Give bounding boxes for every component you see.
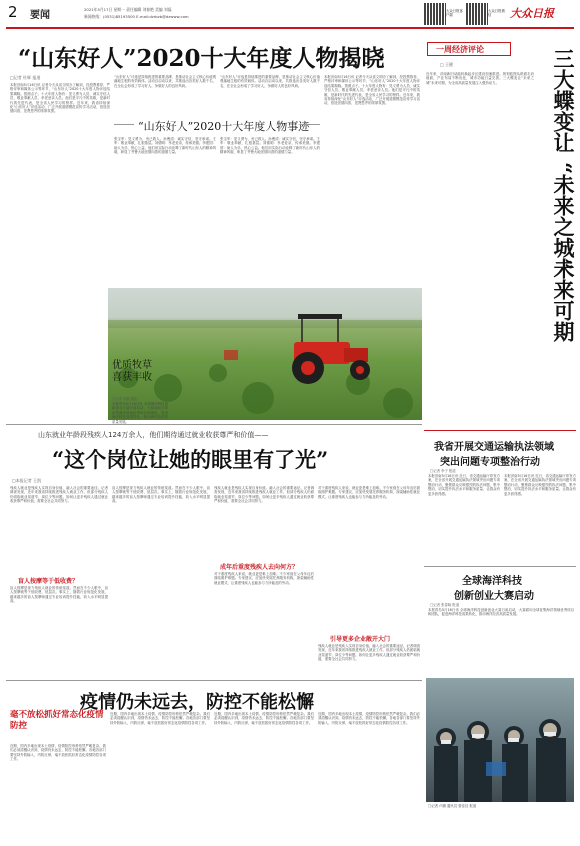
news-text: 本报济南5月16日讯 近日，省交通运输厅印发方案，在全省开展交通运输执法领域突出问题专项整治行动，聚焦群众反映强烈的执法问题，集中整治，切实提升执法水平和服务质量，让群众有更多获得感。 — [504, 474, 576, 496]
center-text: 残疾人就业是残疾人实现自身价值、融入社会的重要途径。记者调查发现，近年来我省持续推进残疾人就业工作，但部分残疾人仍面临就业渠道窄、岗位少等问题。如何让更多残疾人通过就业收获尊严和价值，需要全社会共同努力。 — [214, 486, 314, 504]
qr-code-icon — [424, 3, 446, 25]
bottom-text: 近期，国内多地出现本土疫情，疫情防控形势依然严峻复杂。我们必须清醒认识到，疫情仍未远去，防控不能松懈。各地各部门要坚持外防输入、内防反弹，毫不放松抓好常态化疫情防控各项工作。 — [318, 712, 420, 725]
date-line: 2021年5月17日 星期一 责任编辑 刘春艳 美编 刘磊 — [84, 7, 172, 12]
center-text: 对于重度残疾人来说，就业更是难上加难。不少家庭在父母年迈后面临照护难题。专家建议，应加快发展托养服务机构，探索辅助性就业模式，让重度残疾人也能参与力所能及的劳动。 — [214, 572, 314, 585]
tractor-photo — [108, 288, 422, 424]
news-headline: 创新创业大赛启动 — [454, 591, 534, 602]
news-byline: □记者 张春晓 报道 — [430, 603, 460, 607]
article-text: 张宝军：见义勇为，舍己救人。孙俊清：诚实守信，坚守承诺。王军：敬业奉献，扎根基层。刘德明：孝老爱亲，传承美德。李建国：助人为乐，热心公益。他们用实际行动诠释了新时代山东人的精神风貌，彰显了齐鲁大地崇德向善的道德力量。 — [220, 137, 320, 155]
article-text: “山东好人”评选是持续推进的重要品牌，是推动社会主义核心价值观落地生根的有效载体。活动自启动以来，共推选出各类好人数千名，在全社会形成了学习好人、争做好人的良好风尚。 — [114, 75, 216, 88]
sub-headline: “山东好人”2020十大年度人物事迹 — [138, 120, 310, 133]
news-headline: 突出问题专项整治行动 — [440, 457, 540, 468]
masthead — [0, 0, 580, 28]
bottom-text: 近期，国内多地出现本土疫情，疫情防控形势依然严峻复杂。我们必须清醒认识到，疫情仍未远去，防控不能松懈。各地各部门要坚持外防输入、内防反弹，毫不放松抓好常态化疫情防控各项工作。 — [214, 712, 314, 725]
center-subhead: 引导更多企业敞开大门 — [330, 636, 391, 643]
center-text: 盲人按摩是视力残疾人就业的传统渠道。然而在不少人眼中，盲人按摩就等于低收费、低层次。事实上，随着行业规范化发展，越来越多的盲人按摩师通过专业培训提升技能，收入水平明显提高。 — [112, 486, 210, 504]
center-byline: □本报记者 王凯 — [12, 478, 42, 483]
newspaper-logo: 大众日报 — [510, 7, 554, 20]
hotline: 新闻热线：(0531)85193500 E-mail:dzrbzb@dzwww.com — [84, 14, 189, 19]
column-text: 近年来，济南新旧动能转换起步区建设加速推进。规划蓝图从纸面走向地面，产业布局不断优化，城市功能日益完善。三大蝶变让“未来之城”未来可期，为全省高质量发展注入强劲动力。 — [426, 72, 534, 85]
column-label: 一周经济评论 — [427, 42, 511, 56]
news-headline: 我省开展交通运输执法领域 — [434, 442, 554, 453]
qr-code-icon — [466, 3, 488, 25]
photo-byline: □记者 刘磊 摄影 — [112, 397, 138, 401]
page-number: 2 — [8, 3, 18, 21]
column-title: 三大蝶变让 — [551, 48, 576, 153]
center-subhead: 盲人按摩等于低收费？ — [18, 578, 79, 585]
section-name: 要闻 — [30, 10, 50, 21]
article-text: “山东好人”评选是持续推进的重要品牌，是推动社会主义核心价值观落地生根的有效载体。活动自启动以来，共推选出各类好人数千名，在全社会形成了学习好人、争做好人的良好风尚。 — [220, 75, 320, 88]
column-title-3: 未来可期 — [551, 258, 576, 342]
center-text: 盲人按摩是视力残疾人就业的传统渠道。然而在不少人眼中，盲人按摩就等于低收费、低层次。事实上，随着行业规范化发展，越来越多的盲人按摩师通过专业培训提升技能，收入水平明显提高。 — [10, 586, 108, 604]
column-byline: □ 王健 — [440, 62, 454, 67]
article-text: 本报济南5月16日讯 记者今天从省文明办了解到，经投票推荐，严格评审和媒体公示等环节，“山东好人”2020十大年度人物评选结果揭晓。按照点子。十大年度人物有：见义勇为人员、诚实守信人员、敬业奉献人员、孝老爱亲人员。他们是平凡中的英雄，是新时代的先进代表，是全省人民学习的榜样。近年来，我省持续深化“山东好人”评选活动，广泛开展道德模范宣传学习活动，营造崇德向善、见贤思齐的浓厚氛围。 — [10, 83, 110, 114]
byline: □记者 杜辉 报道 — [10, 75, 41, 80]
column-title-2: “未来之城” — [551, 162, 576, 271]
center-text: 残疾人就业是残疾人实现自身价值、融入社会的重要途径。记者调查发现，近年来我省持续推进残疾人就业工作，但部分残疾人仍面临就业渠道窄、岗位少等问题。如何让更多残疾人通过就业收获尊严和价值，需要全社会共同努力。 — [10, 486, 108, 504]
news-text: 本报青岛5月16日讯 全球海洋科技创新创业大赛日前启动，大赛面向全球征集海洋领域优秀项目和团队，促进海洋科技成果转化，推动海洋经济高质量发展。 — [428, 608, 574, 617]
news-headline: 全球海洋科技 — [462, 576, 522, 587]
center-subhead: 成年后重度残疾人去向何方？ — [220, 564, 299, 571]
news-text: 本报济南5月16日讯 近日，省交通运输厅印发方案，在全省开展交通运输执法领域突出问题专项整治行动，聚焦群众反映强烈的执法问题，集中整治，切实提升执法水平和服务质量，让群众有更多获得感。 — [428, 474, 500, 496]
bottom-side-title: 毫不放松抓好常态化疫情防控 — [10, 710, 104, 731]
center-headline: “这个岗位让她的眼里有了光” — [52, 447, 329, 472]
photo-caption-title: 优质牧草喜获丰收 — [112, 360, 152, 383]
intro-line: 山东就业年龄段残疾人124万余人，他们期待通过就业收获尊严和价值—— — [38, 431, 269, 439]
crowd-illustration — [426, 678, 574, 802]
qr-label: 大众日报微信 — [488, 9, 505, 17]
bottom-text: 近期，国内多地出现本土疫情，疫情防控形势依然严峻复杂。我们必须清醒认识到，疫情仍未远去，防控不能松懈。各地各部门要坚持外防输入、内防反弹，毫不放松抓好常态化疫情防控各项工作。 — [110, 712, 210, 725]
center-text: 残疾人就业是残疾人实现自身价值、融入社会的重要途径。记者调查发现，近年来我省持续推进残疾人就业工作，但部分残疾人仍面临就业渠道窄、岗位少等问题。如何让更多残疾人通过就业收获尊严和价值，需要全社会共同努力。 — [318, 644, 420, 662]
crowd-photo — [426, 678, 574, 802]
photo-caption-text: 本报青岛5月16日讯 全球海洋科技创新创业大赛日前启动，大赛面向全球征集海洋领域优秀项目和团队，促进海洋科技成果转化，推动海洋经济高质量发展。 — [112, 402, 168, 424]
news-byline: □记者 李子 报道 — [430, 469, 456, 473]
bottom-text: 近期，国内多地出现本土疫情，疫情防控形势依然严峻复杂。我们必须清醒认识到，疫情仍未远去，防控不能松懈。各地各部门要坚持外防输入、内防反弹，毫不放松抓好常态化疫情防控各项工作。 — [10, 744, 106, 762]
bottom-headline: 疫情仍未远去，防控不能松懈 — [80, 692, 314, 713]
article-text: 本报济南5月16日讯 记者今天从省文明办了解到，经投票推荐，严格评审和媒体公示等环节，“山东好人”2020十大年度人物评选结果揭晓。按照点子。十大年度人物有：见义勇为人员、诚实守信人员、敬业奉献人员、孝老爱亲人员。他们是平凡中的英雄，是新时代的先进代表，是全省人民学习的榜样。近年来，我省持续深化“山东好人”评选活动，广泛开展道德模范宣传学习活动，营造崇德向善、见贤思齐的浓厚氛围。 — [324, 75, 420, 106]
photo-2-caption: □记者 卢鹏 通讯员 曾佳佳 报道 — [428, 804, 477, 808]
qr-label: 大众日报客户端 — [446, 9, 463, 17]
main-headline: “山东好人”2020十大年度人物揭晓 — [18, 45, 385, 72]
article-text: 张宝军：见义勇为，舍己救人。孙俊清：诚实守信，坚守承诺。王军：敬业奉献，扎根基层。刘德明：孝老爱亲，传承美德。李建国：助人为乐，热心公益。他们用实际行动诠释了新时代山东人的精神风貌，彰显了齐鲁大地崇德向善的道德力量。 — [114, 137, 216, 155]
center-text: 对于重度残疾人来说，就业更是难上加难。不少家庭在父母年迈后面临照护难题。专家建议，应加快发展托养服务机构，探索辅助性就业模式，让重度残疾人也能参与力所能及的劳动。 — [318, 486, 420, 499]
